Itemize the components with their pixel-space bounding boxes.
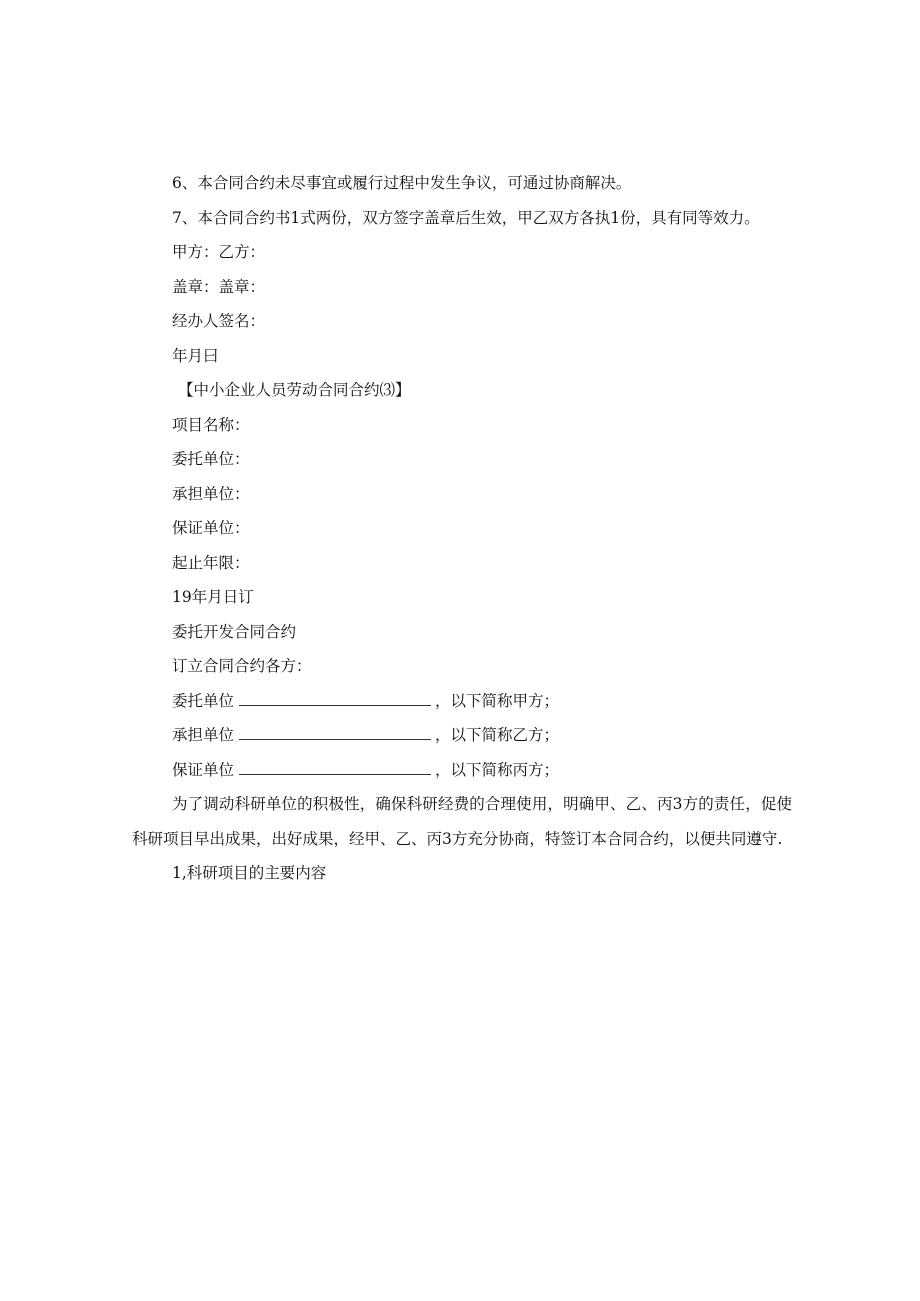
contract-title: 委托开发合同合约 <box>172 622 297 641</box>
section-1-heading: 1,科研项目的主要内容 <box>172 864 327 882</box>
clause-7: 7、本合同合约书1式两份，双方签字盖章后生效，甲乙双方各执1份，具有同等效力。 <box>172 208 760 227</box>
fill-in-blank[interactable] <box>239 738 431 740</box>
document-body <box>132 166 792 891</box>
agent-signature-line: 经办人签名： <box>172 312 266 330</box>
party-line-c <box>132 753 792 788</box>
parties-signature-line: 甲方：乙方： <box>172 243 266 261</box>
period-field: 起止年限： <box>172 553 250 572</box>
purpose-paragraph: 为了调动科研单位的积极性，确保科研经费的合理使用，明确甲、乙、丙3方的责任，促使科研项目早出成果，出好成果，经甲、乙、丙3方充分协商，特签订本合同合约，以便共同遵守. <box>132 795 792 848</box>
seal-line: 盖章：盖章： <box>172 277 266 296</box>
project-name-field: 项目名称： <box>172 415 250 434</box>
party-line-suffix: ，以下简称乙方； <box>435 726 560 744</box>
party-line-b <box>132 718 792 753</box>
date-line: 年月曰 <box>172 346 219 365</box>
party-line-label: 保证单位 <box>172 760 235 779</box>
party-line-suffix: ，以下简称丙方； <box>435 760 560 779</box>
party-line-suffix: ，以下简称甲方； <box>435 691 560 710</box>
parties-intro: 订立合同合约各方： <box>172 657 312 675</box>
signed-date-line: 19年月日订 <box>172 588 254 606</box>
party-line-a <box>132 684 792 719</box>
undertaking-unit-field: 承担单位： <box>172 484 250 503</box>
party-line-label: 承担单位 <box>172 726 235 744</box>
clause-6: 6、本合同合约未尽事宜或履行过程中发生争议，可通过协商解决。 <box>172 174 632 192</box>
commissioning-unit-field: 委托单位： <box>172 450 250 468</box>
fill-in-blank[interactable] <box>239 773 431 775</box>
section-heading: 【中小企业人员劳动合同合约⑶】 <box>178 381 411 399</box>
fill-in-blank[interactable] <box>239 704 431 706</box>
party-line-label: 委托单位 <box>172 691 235 710</box>
guarantee-unit-field: 保证单位： <box>172 519 250 537</box>
